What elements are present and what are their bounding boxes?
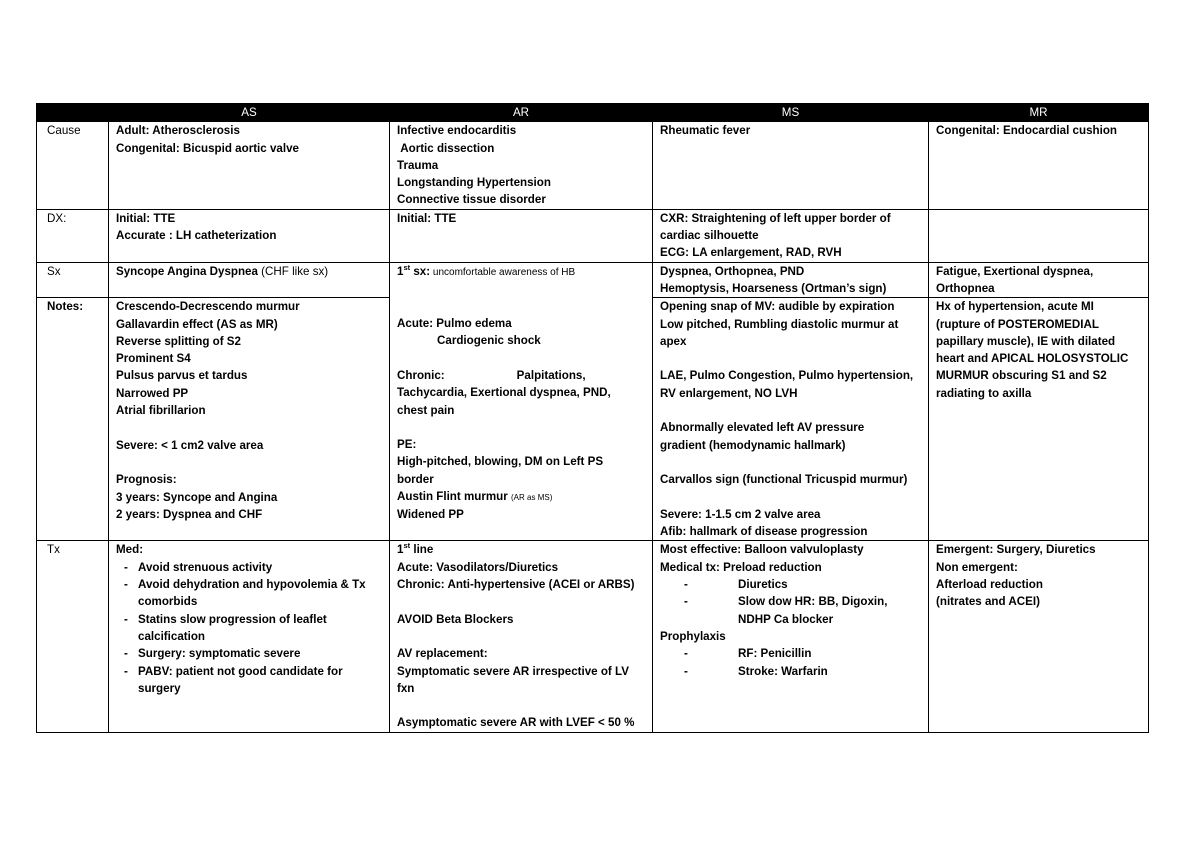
- list-item: - Stroke: Warfarin: [660, 663, 921, 680]
- chronic-label: Chronic:: [397, 368, 445, 382]
- text-line: Low pitched, Rumbling diastolic murmur at: [660, 317, 899, 331]
- text-line: Dyspnea, Orthopnea, PND: [660, 264, 805, 278]
- header-ar: AR: [390, 104, 653, 122]
- row-label-tx: Tx: [37, 541, 109, 732]
- text-line: Chronic: Anti-hypertensive (ACEI or ARBS): [397, 578, 635, 592]
- text-line: heart and APICAL HOLOSYSTOLIC: [936, 352, 1129, 366]
- cell-dx-ms: [653, 209, 929, 262]
- sx-ar-normal: uncomfortable awareness of HB: [430, 266, 576, 278]
- cell-tx-ms: [653, 541, 929, 732]
- text-line: ECG: LA enlargement, RAD, RVH: [660, 246, 842, 260]
- text-line: MURMUR obscuring S1 and S2: [936, 369, 1107, 383]
- sx-ar-bold: sx:: [410, 264, 431, 278]
- text-line: Aortic dissection: [397, 141, 495, 155]
- text-line: RV enlargement, NO LVH: [660, 386, 798, 400]
- sx-as-normal: (CHF like sx): [261, 264, 329, 278]
- text-line: Congenital: Endocardial cushion: [936, 124, 1118, 138]
- spacer: [660, 402, 921, 419]
- text-line: radiating to axilla: [936, 386, 1032, 400]
- text-line: Fatigue, Exertional dyspnea,: [936, 264, 1094, 278]
- text-line: Cardiogenic shock: [437, 334, 541, 348]
- first-line-sup: st: [403, 541, 411, 551]
- text-line: gradient (hemodynamic hallmark): [660, 438, 846, 452]
- text-line: PE:: [397, 438, 417, 452]
- spacer: [660, 350, 921, 367]
- cell-cause-ar: [390, 122, 653, 209]
- sx-as-bold: Syncope Angina Dyspnea: [116, 264, 262, 278]
- text-line: Prophylaxis: [660, 629, 726, 643]
- spacer: [397, 697, 645, 714]
- valve-disease-table: [36, 103, 1149, 733]
- text-line: (nitrates and ACEI): [936, 595, 1040, 609]
- text-line: [116, 263, 382, 280]
- spacer: [116, 419, 382, 436]
- list-item: - PABV: patient not good candidate for surgery: [116, 663, 382, 698]
- list-item: - Avoid dehydration and hypovolemia & Tx comorbids: [116, 576, 382, 611]
- row-label-dx: DX:: [37, 209, 109, 262]
- list-item: - Slow dow HR: BB, Digoxin, NDHP Ca blocker: [660, 593, 921, 628]
- text-line: cardiac silhouette: [660, 229, 759, 243]
- cell-sx-ms: [653, 262, 929, 298]
- text-line: Congenital: Bicuspid aortic valve: [116, 141, 299, 155]
- text-line: Narrowed PP: [116, 386, 189, 400]
- spacer: [660, 454, 921, 471]
- text-line: Adult: Atherosclerosis: [116, 124, 240, 138]
- text-line: Longstanding Hypertension: [397, 176, 551, 190]
- text-line: High-pitched, blowing, DM on Left PS: [397, 455, 604, 469]
- text-line: Infective endocarditis: [397, 124, 517, 138]
- spacer: [116, 454, 382, 471]
- row-label-notes: Notes:: [37, 298, 109, 541]
- text-line: chest pain: [397, 403, 455, 417]
- text-line: Prognosis:: [116, 473, 177, 487]
- text-line: papillary muscle), IE with dilated: [936, 334, 1116, 348]
- text-line: Orthopnea: [936, 281, 995, 295]
- row-notes: [37, 298, 1149, 541]
- text-line: [397, 367, 645, 384]
- row-tx: [37, 541, 1149, 732]
- cell-dx-mr: [929, 209, 1149, 262]
- text-line: Trauma: [397, 158, 439, 172]
- cell-notes-mr: [929, 298, 1149, 541]
- cell-notes-ar: [390, 298, 653, 541]
- text-line: Med:: [116, 543, 144, 557]
- as-tx-list: [116, 559, 382, 697]
- cell-tx-ar: [390, 541, 653, 732]
- cell-dx-as: [109, 209, 390, 262]
- text-line: Pulsus parvus et tardus: [116, 369, 248, 383]
- row-label-cause: Cause: [37, 122, 109, 209]
- text-line: Asymptomatic severe AR with LVEF < 50 %: [397, 716, 635, 730]
- row-dx: [37, 209, 1149, 262]
- spacer: [660, 489, 921, 506]
- list-item: - RF: Penicillin: [660, 645, 921, 662]
- ms-prophylaxis-list: [660, 645, 921, 680]
- text-line: LAE, Pulmo Congestion, Pulmo hypertension,: [660, 369, 914, 383]
- header-empty: [37, 104, 109, 122]
- text-line: Prominent S4: [116, 352, 191, 366]
- spacer: [397, 628, 645, 645]
- header-mr: MR: [929, 104, 1149, 122]
- text-line: Tachycardia, Exertional dyspnea, PND,: [397, 386, 611, 400]
- austin-small: (AR as MS): [511, 493, 553, 503]
- text-line: Widened PP: [397, 508, 464, 522]
- text-line: CXR: Straightening of left upper border of: [660, 211, 891, 225]
- text-line: Symptomatic severe AR irrespective of LV: [397, 664, 629, 678]
- row-label-sx: Sx: [37, 262, 109, 298]
- cell-notes-ms: [653, 298, 929, 541]
- text-line: Carvallos sign (functional Tricuspid murmur): [660, 473, 908, 487]
- text-line: Crescendo-Decrescendo murmur: [116, 300, 300, 314]
- cell-cause-as: [109, 122, 390, 209]
- text-line: Hemoptysis, Hoarseness (Ortman’s sign): [660, 281, 887, 295]
- text-line: [397, 263, 645, 281]
- cell-cause-mr: [929, 122, 1149, 209]
- text-line: Emergent: Surgery, Diuretics: [936, 543, 1096, 557]
- list-item: - Statins slow progression of leaflet calcification: [116, 611, 382, 646]
- text-line: [397, 541, 645, 558]
- text-line: Most effective: Balloon valvuloplasty: [660, 543, 864, 557]
- text-line: apex: [660, 334, 687, 348]
- first-line-text: line: [410, 543, 434, 557]
- header-row: [37, 104, 1149, 122]
- text-line: Gallavardin effect (AS as MR): [116, 317, 278, 331]
- text-line: border: [397, 472, 434, 486]
- spacer: [397, 593, 645, 610]
- cell-dx-ar: [390, 209, 653, 262]
- cell-sx-as: [109, 262, 390, 298]
- text-line: Afterload reduction: [936, 578, 1043, 592]
- text-line: Medical tx: Preload reduction: [660, 560, 822, 574]
- cell-sx-ar: [390, 262, 653, 298]
- cell-notes-as: [109, 298, 390, 541]
- chronic-tab: Palpitations,: [516, 368, 586, 382]
- row-sx: [37, 262, 1149, 298]
- spacer: [397, 419, 645, 436]
- sx-ar-sup: st: [403, 262, 411, 272]
- header-ms: MS: [653, 104, 929, 122]
- text-line: Abnormally elevated left AV pressure: [660, 421, 865, 435]
- list-item: - Surgery: symptomatic severe: [116, 645, 382, 662]
- text-line: (rupture of POSTEROMEDIAL: [936, 317, 1099, 331]
- text-line: AVOID Beta Blockers: [397, 612, 514, 626]
- spacer: [397, 298, 645, 315]
- text-line: Reverse splitting of S2: [116, 334, 241, 348]
- cell-tx-as: [109, 541, 390, 732]
- text-line: fxn: [397, 681, 415, 695]
- row-cause: [37, 122, 1149, 209]
- text-line: 2 years: Dyspnea and CHF: [116, 507, 263, 521]
- text-line: Rheumatic fever: [660, 124, 751, 138]
- cell-sx-mr: [929, 262, 1149, 298]
- text-line: Atrial fibrillarion: [116, 404, 206, 418]
- header-as: AS: [109, 104, 390, 122]
- text-line: Severe: 1-1.5 cm 2 valve area: [660, 507, 821, 521]
- text-line: Opening snap of MV: audible by expiration: [660, 300, 895, 314]
- cell-cause-ms: [653, 122, 929, 209]
- text-line: Connective tissue disorder: [397, 193, 546, 207]
- text-line: Severe: < 1 cm2 valve area: [116, 438, 264, 452]
- text-line: Initial: TTE: [397, 211, 457, 225]
- text-line: Accurate : LH catheterization: [116, 229, 277, 243]
- spacer: [397, 350, 645, 367]
- text-line: Initial: TTE: [116, 211, 176, 225]
- text-line: Non emergent:: [936, 560, 1018, 574]
- austin-flint: Austin Flint murmur: [397, 490, 512, 504]
- text-line: Acute: Pulmo edema: [397, 317, 512, 331]
- list-item: - Diuretics: [660, 576, 921, 593]
- first-line-num: 1: [397, 543, 404, 557]
- text-line: AV replacement:: [397, 647, 488, 661]
- text-line: Afib: hallmark of disease progression: [660, 525, 868, 539]
- text-line: Hx of hypertension, acute MI: [936, 300, 1094, 314]
- ms-tx-list: [660, 576, 921, 628]
- list-item: - Avoid strenuous activity: [116, 559, 382, 576]
- text-line: 3 years: Syncope and Angina: [116, 490, 278, 504]
- text-line: [397, 488, 645, 506]
- sx-ar-num: 1: [397, 264, 404, 278]
- cell-tx-mr: [929, 541, 1149, 732]
- text-line: Acute: Vasodilators/Diuretics: [397, 560, 559, 574]
